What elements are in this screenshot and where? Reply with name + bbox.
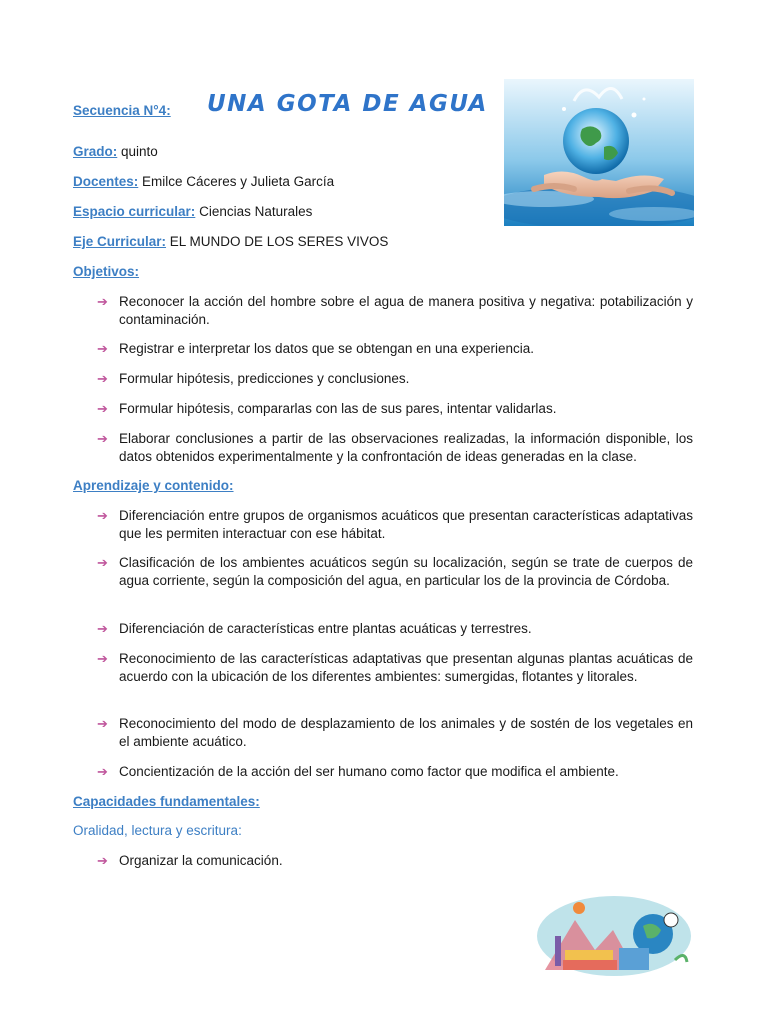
arrow-bullet-icon: ➔ (97, 621, 108, 636)
capacidades-heading-line (73, 793, 260, 811)
list-item-text: Reconocer la acción del hombre sobre el agua de manera positiva y negativa: potabilización y contaminación. (119, 294, 693, 327)
aprendizaje-heading-line (73, 477, 234, 495)
list-item (97, 852, 693, 870)
list-item-text: Diferenciación entre grupos de organismos acuáticos que presentan características adaptativas que les permiten interactuar con ese hábitat. (119, 508, 693, 541)
docentes-line (73, 173, 334, 191)
school-supplies-icon (535, 890, 693, 978)
docentes-label: Docentes: (73, 174, 139, 189)
grado-label: Grado: (73, 144, 118, 159)
list-item-text: Concientización de la acción del ser humano como factor que modifica el ambiente. (119, 764, 619, 779)
eje-line (73, 233, 388, 251)
arrow-bullet-icon: ➔ (97, 431, 108, 446)
list-item (97, 715, 693, 751)
capacidades-subheading-line (73, 822, 242, 840)
espacio-line (73, 203, 312, 221)
list-item-text: Elaborar conclusiones a partir de las observaciones realizadas, la información disponible, los datos obtenidos experimentalmente y la confrontación de ideas generadas en la clase. (119, 431, 693, 464)
arrow-bullet-icon: ➔ (97, 371, 108, 386)
arrow-bullet-icon: ➔ (97, 764, 108, 779)
arrow-bullet-icon: ➔ (97, 716, 108, 731)
eje-value: EL MUNDO DE LOS SERES VIVOS (169, 234, 389, 249)
arrow-bullet-icon: ➔ (97, 341, 108, 356)
list-item (97, 507, 693, 543)
eje-label: Eje Curricular: (73, 234, 167, 249)
arrow-bullet-icon: ➔ (97, 508, 108, 523)
arrow-bullet-icon: ➔ (97, 651, 108, 666)
objetivos-heading-line (73, 263, 139, 281)
list-item-text: Diferenciación de características entre plantas acuáticas y terrestres. (119, 621, 532, 636)
list-item (97, 340, 693, 358)
arrow-bullet-icon: ➔ (97, 853, 108, 868)
docentes-value: Emilce Cáceres y Julieta García (142, 174, 335, 189)
capacidades-heading: Capacidades fundamentales: (73, 794, 260, 809)
school-supplies-illustration (535, 890, 693, 978)
hero-image (504, 79, 694, 226)
sequence-label-line (73, 102, 171, 120)
sequence-label: Secuencia N°4: (73, 103, 171, 118)
list-item-text: Formular hipótesis, compararlas con las de sus pares, intentar validarlas. (119, 401, 557, 416)
list-item-text: Clasificación de los ambientes acuáticos según su localización, según se trate de cuerpos de agua corriente, según la composición del agua, en particular los de la provincia de Córdoba. (119, 555, 693, 588)
espacio-label: Espacio curricular: (73, 204, 196, 219)
aprendizaje-heading: Aprendizaje y contenido: (73, 478, 234, 493)
list-item-text: Reconocimiento de las características adaptativas que presentan algunas plantas acuáticas de acuerdo con la ubicación de los diferentes ambientes: sumergidas, flotantes y litorales. (119, 651, 693, 684)
list-item (97, 650, 693, 686)
list-item-text: Formular hipótesis, predicciones y conclusiones. (119, 371, 410, 386)
espacio-value: Ciencias Naturales (199, 204, 313, 219)
list-item (97, 430, 693, 466)
list-item-text: Reconocimiento del modo de desplazamiento de los animales y de sostén de los vegetales en el ambiente acuático. (119, 716, 693, 749)
arrow-bullet-icon: ➔ (97, 294, 108, 309)
list-item (97, 620, 693, 638)
grado-line (73, 143, 158, 161)
water-globe-illustration (504, 79, 694, 226)
arrow-bullet-icon: ➔ (97, 401, 108, 416)
list-item-text: Registrar e interpretar los datos que se obtengan en una experiencia. (119, 341, 535, 356)
list-item (97, 400, 693, 418)
list-item (97, 370, 693, 388)
list-item (97, 763, 693, 781)
list-item-text: Organizar la comunicación. (119, 853, 283, 868)
capacidades-subheading: Oralidad, lectura y escritura: (73, 823, 242, 838)
document-title: UNA GOTA DE AGUA (207, 91, 488, 117)
list-item (97, 293, 693, 329)
list-item (97, 554, 693, 590)
arrow-bullet-icon: ➔ (97, 555, 108, 570)
objetivos-heading: Objetivos: (73, 264, 140, 279)
grado-value: quinto (121, 144, 158, 159)
